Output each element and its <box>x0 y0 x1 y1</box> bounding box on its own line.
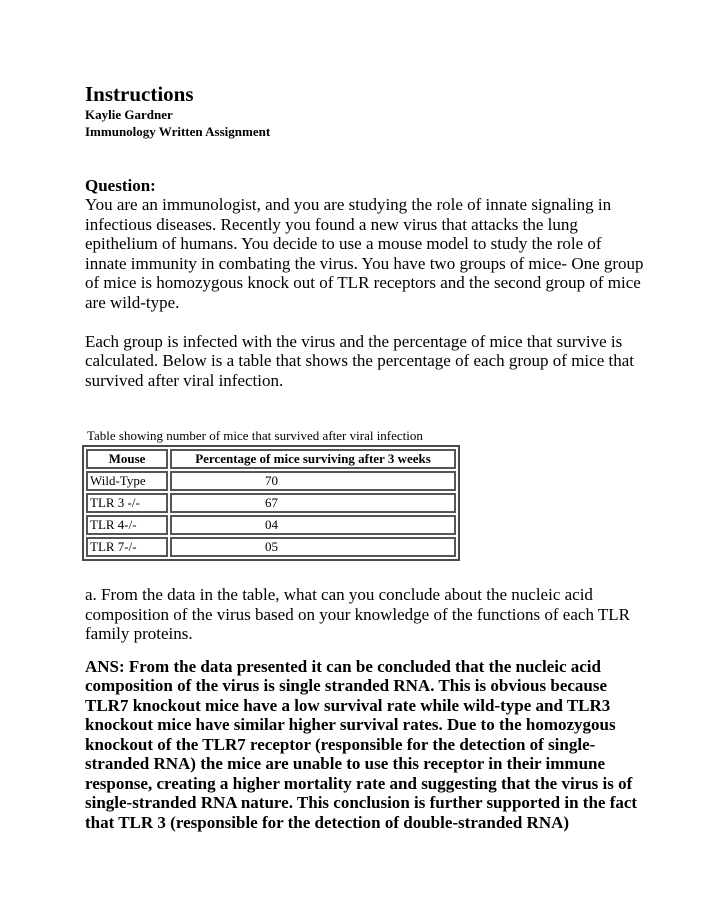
document-page <box>85 82 645 832</box>
question-paragraph-1: You are an immunologist, and you are studying the role of innate signaling in infectious diseases. Recently you found a new virus that attacks the lung epithelium of humans. You decide to use a mouse model to study the role of innate immunity in combating the virus. You have two groups of mice- One group of mice is homozygous knock out of TLR receptors and the second group of mice are wild-type. <box>85 195 644 312</box>
percentage-cell: 04 <box>170 515 456 535</box>
course-name: Immunology Written Assignment <box>85 124 271 139</box>
percentage-cell: 67 <box>170 493 456 513</box>
percentage-cell: 05 <box>170 537 456 557</box>
table-row <box>86 493 456 513</box>
mouse-cell: Wild-Type <box>86 471 168 491</box>
part-a-question: a. From the data in the table, what can you conclude about the nucleic acid composition of the virus based on your knowledge of the functions of each TLR family proteins. <box>85 585 630 643</box>
column-header-mouse: Mouse <box>86 449 168 469</box>
part-a-answer: ANS: From the data presented it can be concluded that the nucleic acid composition of the virus is single stranded RNA. This is obvious because TLR7 knockout mice have a low survival rate while wild-type and TLR3 knockout mice have similar higher survival rates. Due to the homozygous knockout of the TLR7 receptor (responsible for the detection of single-stranded RNA) the mice are unable to use this receptor in their immune response, creating a higher mortality rate and suggesting that the virus is of single-stranded RNA nature. This conclusion is further supported in the fact that TLR 3 (responsible for the detection of double-stranded RNA) <box>85 656 638 832</box>
question-label: Question: <box>85 176 156 195</box>
author-name: Kaylie Gardner <box>85 107 173 122</box>
mouse-cell: TLR 3 -/- <box>86 493 168 513</box>
survival-table <box>82 445 460 561</box>
percentage-cell: 70 <box>170 471 456 491</box>
column-header-percentage: Percentage of mice surviving after 3 weeks <box>170 449 456 469</box>
table-caption: Table showing number of mice that survived after viral infection <box>87 428 423 443</box>
document-title: Instructions <box>85 82 194 106</box>
table-row <box>86 515 456 535</box>
question-paragraph-2: Each group is infected with the virus and the percentage of mice that survive is calculated. Below is a table that shows the percentage of each group of mice that survived after viral infection. <box>85 331 634 390</box>
table-row <box>86 537 456 557</box>
table-header-row <box>86 449 456 469</box>
table-row <box>86 471 456 491</box>
mouse-cell: TLR 4-/- <box>86 515 168 535</box>
mouse-cell: TLR 7-/- <box>86 537 168 557</box>
